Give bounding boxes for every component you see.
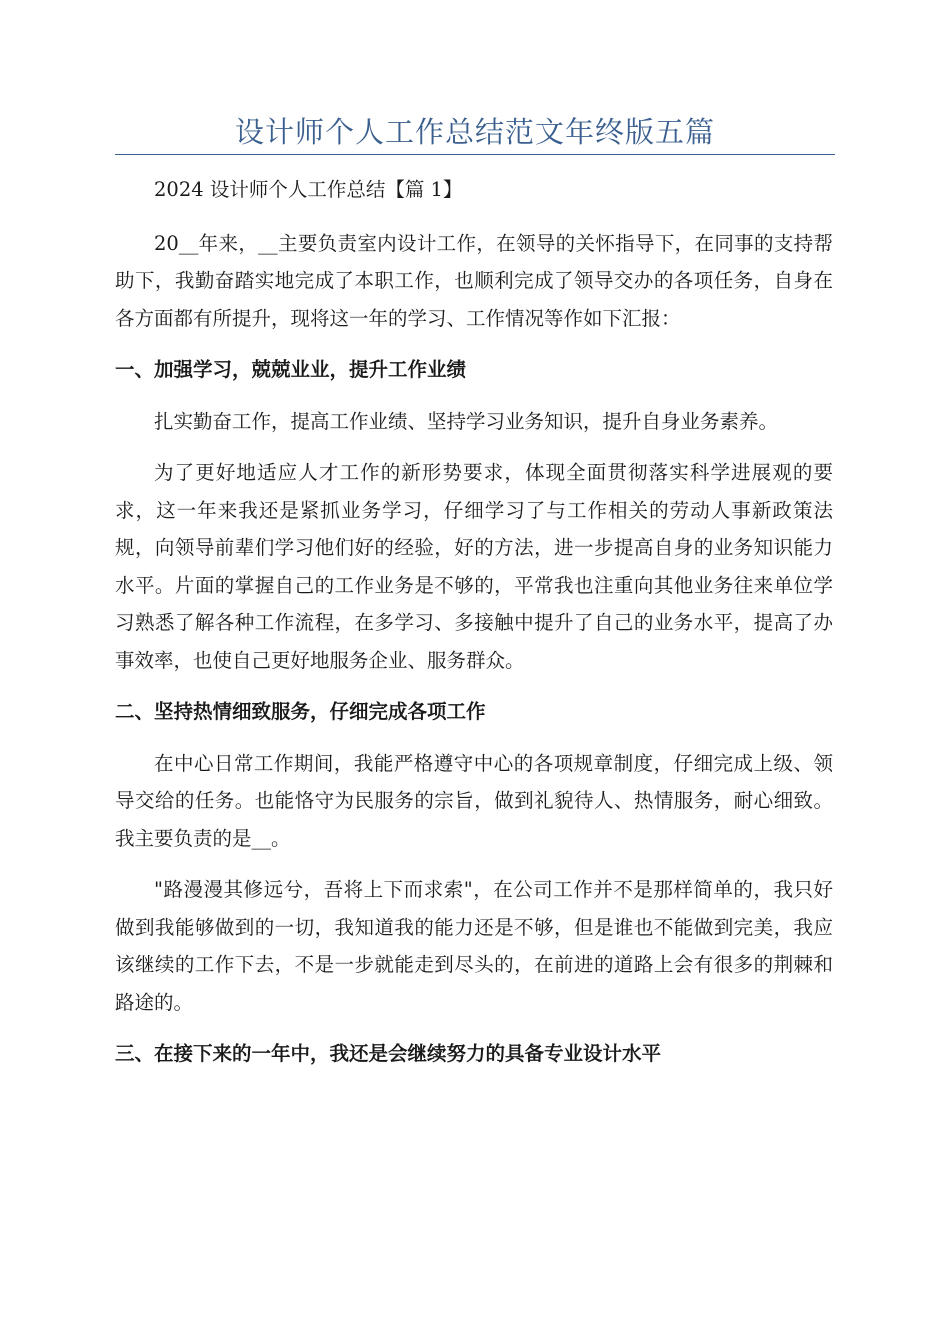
article-subtitle: 2024 设计师个人工作总结【篇 1】 [154, 178, 463, 201]
section-heading-3: 三、在接下来的一年中，我还是会继续努力的具备专业设计水平 [115, 1042, 662, 1065]
section-2-paragraph-1: 在中心日常工作期间，我能严格遵守中心的各项规章制度，仔细完成上级、领导交给的任务。也能恪守为民服务的宗旨，做到礼貌待人、热情服务，耐心细致。我主要负责的是__。 [115, 751, 833, 850]
intro-paragraph: 20__年来，__主要负责室内设计工作，在领导的关怀指导下，在同事的支持帮助下，我勤奋踏实地完成了本职工作，也顺利完成了领导交办的各项任务，自身在各方面都有所提升，现将这一年的学习、工作情况等作如下汇报： [115, 231, 833, 330]
section-1-paragraph-2: 为了更好地适应人才工作的新形势要求，体现全面贯彻落实科学进展观的要求，这一年来我还是紧抓业务学习，仔细学习了与工作相关的劳动人事新政策法规，向领导前辈们学习他们好的经验，好的方法，进一步提高自身的业务知识能力水平。片面的掌握自己的工作业务是不够的，平常我也注重向其他业务往来单位学习熟悉了解各种工作流程，在多学习、多接触中提升了自己的业务水平，提高了办事效率，也使自己更好地服务企业、服务群众。 [115, 461, 833, 672]
section-heading-1: 一、加强学习，兢兢业业，提升工作业绩 [115, 358, 467, 381]
document-body [115, 171, 833, 1087]
section-1-paragraph-1: 扎实勤奋工作，提高工作业绩、坚持学习业务知识，提升自身业务素养。 [154, 409, 779, 433]
document-title: 设计师个人工作总结范文年终版五篇 [234, 115, 715, 149]
section-2-paragraph-2: "路漫漫其修远兮，吾将上下而求索"，在公司工作并不是那样简单的，我只好做到我能够做到的一切，我知道我的能力还是不够，但是谁也不能做到完美，我应该继续的工作下去，不是一步就能走到尽头的，在前进的道路上会有很多的荆棘和路途的。 [115, 878, 833, 1014]
section-heading-2: 二、坚持热情细致服务，仔细完成各项工作 [115, 700, 486, 723]
title-underline [115, 154, 835, 155]
